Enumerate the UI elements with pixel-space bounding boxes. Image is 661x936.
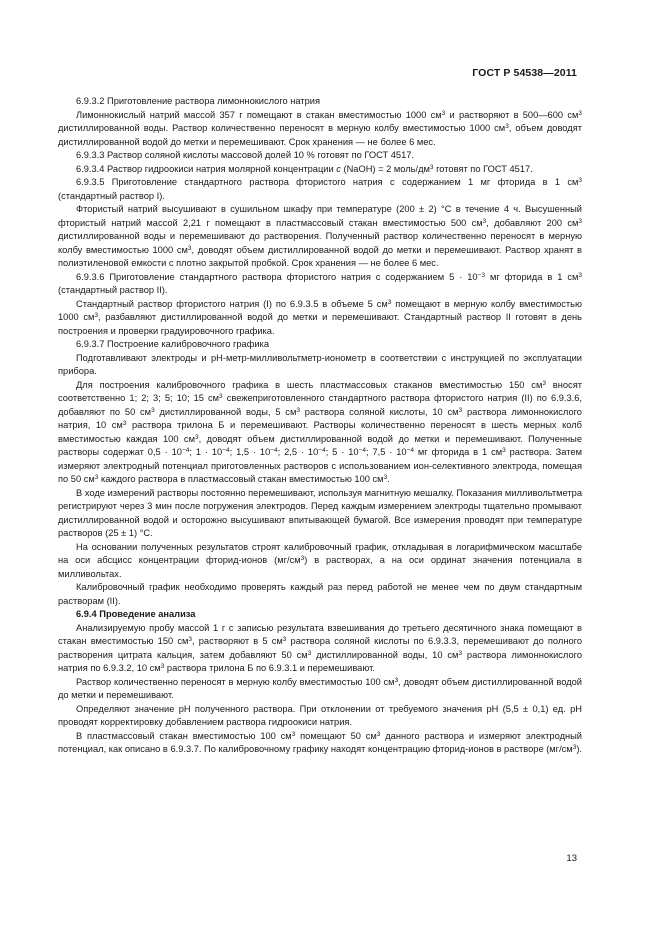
paragraph: Фтористый натрий высушивают в сушильном шкафу при температуре (200 ± 2) °С в течение 4 ч. Высушенный фтористый натрий массой 2,21 г помещают в пластмассовый стакан вместимостью 500 $см^3$, добавляют 200 $см^3$ дистиллированной воды и перемешивают до растворения. Полученный раствор количественно переносят в мерную колбу вместимостью 1000 $см^3$, доводят объем дистиллированной водой до метки и перемешивают. Раствор хранят в полиэтиленовой емкости с плотно закрытой пробкой. Срок хранения — не более 6 мес. <box>58 204 582 268</box>
paragraph: Подготавливают электроды и pH-метр-милливольтметр-иономeтр в соответствии с инструкцией по эксплуатации прибора. <box>58 352 582 376</box>
paragraph: 6.9.3.3 Раствор соляной кислоты массовой долей 10 % готовят по ГОСТ 4517. <box>76 150 415 160</box>
paragraph: 6.9.3.7 Построение калибровочного графика <box>76 339 269 349</box>
paragraph: Раствор количественно переносят в мерную колбу вместимостью 100 $см^3$, доводят объем дистиллированной водой до метки и перемешивают. <box>58 676 582 700</box>
paragraph: На основании полученных результатов строят калибровочный график, откладывая в логарифмическом масштабе на оси абсцисс концентрации фторид-ионов $(мг/см^3)$ в растворах, а на оси ординат значения потенциала в милливольтах. <box>58 541 582 579</box>
paragraph: 6.9.4 Проведение анализа <box>76 609 196 619</box>
paragraph: В ходе измерений растворы постоянно перемешивают, используя магнитную мешалку. Показания милливольтметра регистрируют через 3 мин после погружения электродов. Перед каждым измерением электроды тщательно промывают дистиллированной водой и осторожно высушивают впитывающей бумагой. Все измерения проводят при температуре растворов (25 ± 1) °С. <box>58 487 582 538</box>
paragraph: Лимоннокислый натрий массой 357 г помещают в стакан вместимостью 1000 $см^3$ и растворяют в 500—600 $см^3$ дистиллированной воды. Раствор количественно переносят в мерную колбу вместимостью 1000 $см^3$, объем доводят дистиллированной водой до метки и перемешивают. Срок хранения — не более 6 мес. <box>58 109 582 147</box>
document-body <box>58 95 582 757</box>
paragraph: Определяют значение pH полученного раствора. При отклонении от требуемого значения pH (5,5 ± 0,1) ед. pH проводят корректировку добавлением раствора гидроокиси натрия. <box>58 703 582 727</box>
paragraph: В пластмассовый стакан вместимостью 100 $см^3$ помещают 50 $см^3$ данного раствора и измеряют электродный потенциал, как описано в 6.9.3.7. По калибровочному графику находят концентрацию фторид-ионов в растворе $(мг/см^3)$. <box>58 730 583 754</box>
paragraph: Анализируемую пробу массой 1 г с записью результата взвешивания до третьего десятичного знака помещают в стакан вместимостью 150 $см^3$, растворяют в 5 $см^3$ раствора соляной кислоты по 6.9.3.3, перемешивают до полного растворения цитрата кальция, затем добавляют 50 $см^3$ дистиллированной воды, 10 $см^3$ раствора лимоннокислого натрия по 6.9.3.2, 10 $см^3$ раствора трилона Б по 6.9.3.1 и перемешивают. <box>58 622 582 673</box>
paragraph: 6.9.3.2 Приготовление раствора лимоннокислого натрия <box>76 96 321 106</box>
document-header-id: ГОСТ Р 54538—2011 <box>472 67 577 79</box>
paragraph: 6.9.3.6 Приготовление стандартного раствора фтористого натрия с содержанием $5 \cdot 10^{-3}$ мг фторида в 1 $см^3$ (стандартный раствор II). <box>58 271 582 295</box>
page-number: 13 <box>566 853 577 864</box>
paragraph: 6.9.3.5 Приготовление стандартного раствора фтористого натрия с содержанием 1 мг фторида в 1 $см^3$ (стандартный раствор I). <box>58 177 582 201</box>
paragraph: Для построения калибровочного графика в шесть пластмассовых стаканов вместимостью 150 $см^3$ вносят соответственно 1; 2; 3; 5; 10; 15 $см^3$ свежеприготовленного стандартного раствора фтористого натрия (II) по 6.9.3.6, добавляют по 50 $см^3$ дистиллированной воды, 5 $см^3$ раствора соляной кислоты, 10 $см^3$ раствора лимоннокислого натрия, 10 $см^3$ раствора трилона Б и перемешивают. Растворы количественно переносят в шесть мерных колб вместимостью каждая 100 $см^3$, доводят объем дистиллированной водой до метки и перемешивают. Полученные растворы содержат $0,5 \cdot 10^{-4}$; $1 \cdot 10^{-4}$; $1,5 \cdot 10^{-4}$; $2,5 \cdot 10^{-4}$; $5 \cdot 10^{-4}$; $7,5 \cdot 10^{-4}$ мг фторида в 1 $см^3$ раствора. Затем измеряют электродный потенциал приготовленных растворов с использованием ион-селективного электрода, помещая по 50 $см^3$ каждого раствора в пластмассовый стакан вместимостью 100 $см^3$. <box>58 379 583 484</box>
paragraph: Стандартный раствор фтористого натрия (I) по 6.9.3.5 в объеме 5 $см^3$ помещают в мерную колбу вместимостью 1000 $см^3$, разбавляют дистиллированной водой до метки и перемешивают. Стандартный раствор II готовят в день построения и проверки градуировочного графика. <box>58 298 582 336</box>
paragraph: 6.9.3.4 Раствор гидроокиси натрия молярной концентрации с (NaOH) = 2 моль/$дм^3$ готовят по ГОСТ 4517. <box>76 163 533 174</box>
paragraph: Калибровочный график необходимо проверять каждый раз перед работой не менее чем по двум стандартным растворам (II). <box>58 582 582 606</box>
